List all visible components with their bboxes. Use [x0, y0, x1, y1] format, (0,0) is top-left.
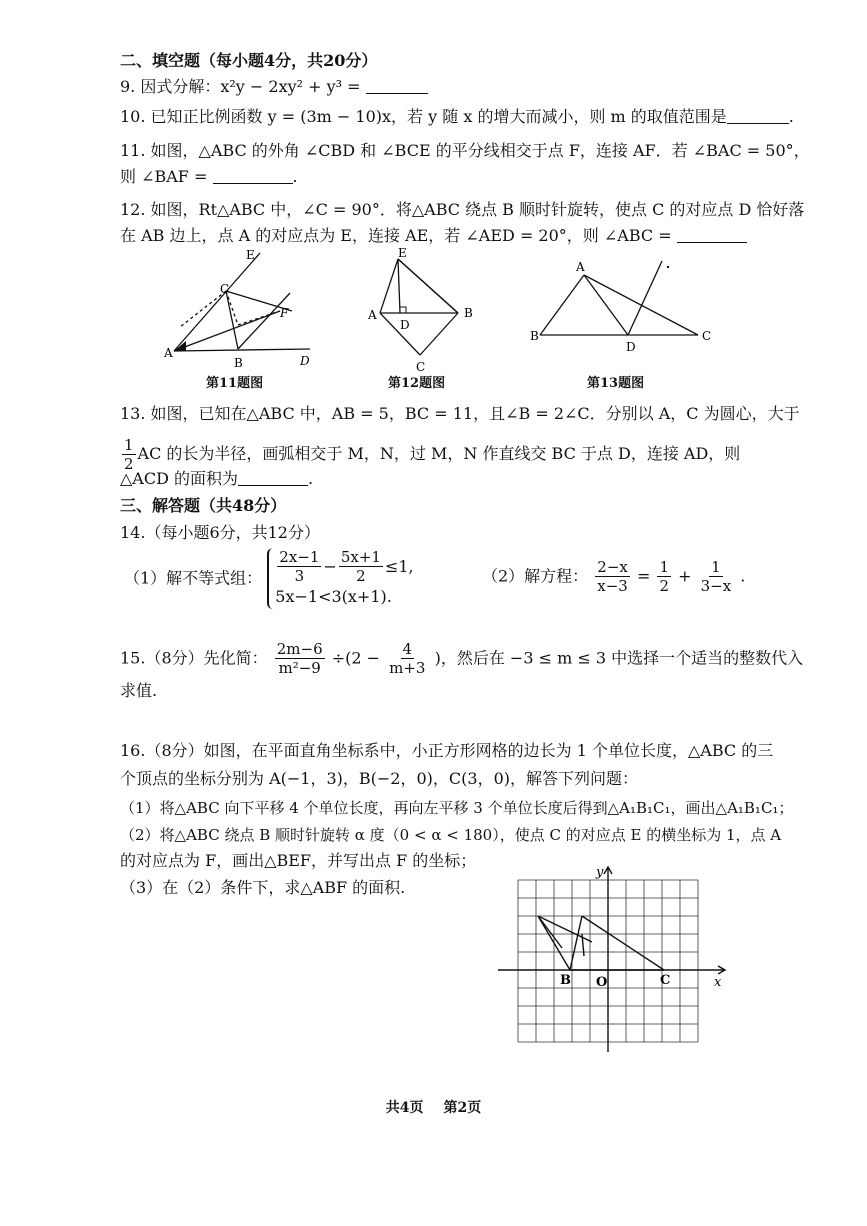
q15-num1: 2m−6 — [276, 640, 323, 658]
question-10 — [120, 106, 794, 128]
q14-1-system — [267, 548, 413, 609]
q14-2-num2: 1 — [659, 558, 669, 576]
q14-1-num1: 2x−1 — [279, 548, 320, 566]
fig11-label-b: B — [234, 356, 243, 370]
q15-den2: m+3 — [389, 659, 426, 677]
q14-1-label: （1）解不等式组： — [124, 568, 263, 588]
coordinate-grid — [496, 862, 732, 1054]
question-16-line2: 个顶点的坐标分别为 A(−1，3)，B(−2，0)，C(3，0)，解答下列问题： — [120, 769, 638, 788]
q15-mid: ÷(2 − — [331, 648, 381, 668]
q14-2-den3: 3−x — [700, 577, 732, 595]
q13-line3-text: △ACD 的面积为 — [120, 469, 239, 488]
q14-2-plus: + — [678, 566, 692, 586]
q11-line2-text: 则 ∠BAF = — [120, 167, 213, 186]
fig12-label-d: D — [400, 318, 410, 332]
grid-label-b: B — [560, 973, 571, 988]
q14-2-den2: 2 — [659, 577, 669, 595]
fig13-label-d: D — [626, 340, 636, 354]
question-11-line1: 11. 如图，△ABC 的外角 ∠CBD 和 ∠BCE 的平分线相交于点 F，连接 AF．若 ∠BAC = 50°， — [120, 141, 810, 160]
q14-2-label: （2）解方程： — [482, 566, 589, 586]
q15-den1: m²−9 — [278, 659, 321, 677]
axis-label-y: y — [596, 865, 604, 880]
fig11-label-e: E — [246, 248, 255, 262]
section3-heading: 三、解答题（共48分） — [120, 496, 287, 515]
q14-1-row1 — [275, 548, 413, 585]
question-16-line1: 16.（8分）如图，在平面直角坐标系中，小正方形网格的边长为 1 个单位长度，△ABC 的三 — [120, 741, 774, 760]
question-13-line1: 13. 如图，已知在△ABC 中，AB = 5，BC = 11，且∠B = 2∠C．分别以 A，C 为圆心，大于 — [120, 404, 800, 423]
q10-text: 10. 已知正比例函数 y = (3m − 10)x，若 y 随 x 的增大而减小，则 m 的取值范围是 — [120, 107, 727, 126]
q11-end: . — [292, 167, 298, 186]
q13-frac-den: 2 — [124, 455, 134, 473]
q10-end: . — [788, 107, 794, 126]
q14-1-op: − — [323, 556, 337, 576]
question-16-line4: （2）将△ABC 绕点 B 顺时针旋转 α 度（0 < α < 180），使点 C 的对应点 E 的横坐标为 1，点 A — [120, 826, 782, 844]
q15-label: 15.（8分）先化简： — [120, 648, 268, 668]
q13-line2-text: AC 的长为半径，画弧相交于 M，N，过 M，N 作直线交 BC 于点 D，连接 AD，则 — [137, 444, 741, 463]
fig11-label-f: F — [280, 306, 289, 320]
page-footer — [0, 1097, 867, 1117]
question-14-1 — [124, 548, 414, 609]
section2-heading: 二、填空题（每小题4分，共20分） — [120, 51, 378, 70]
q14-2-end: . — [740, 566, 746, 586]
q15-tail: )，然后在 −3 ≤ m ≤ 3 中选择一个适当的整数代入 — [434, 648, 804, 668]
answer-blank-11[interactable] — [213, 167, 293, 184]
grid-label-c: C — [660, 973, 671, 988]
question-12-line1: 12. 如图，Rt△ABC 中，∠C = 90°．将△ABC 绕点 B 顺时针旋转，使点 C 的对应点 D 恰好落 — [120, 200, 805, 219]
figure-16-grid — [496, 862, 732, 1054]
q12-line2-text: 在 AB 边上，点 A 的对应点为 E，连接 AE，若 ∠AED = 20°，则 ∠ABC = — [120, 226, 677, 245]
question-12-line2 — [120, 225, 747, 247]
answer-blank-10[interactable] — [727, 107, 789, 124]
figure-12-caption: 第12题图 — [388, 376, 446, 391]
figure-12 — [362, 245, 487, 375]
figure-11-caption: 第11题图 — [206, 376, 264, 391]
question-15 — [120, 640, 803, 677]
q15-num2: 4 — [402, 640, 413, 658]
fig11-label-d: D — [300, 354, 310, 368]
question-9 — [120, 76, 428, 98]
question-13-line3 — [120, 468, 313, 490]
question-15-line2: 求值. — [120, 681, 158, 700]
fig12-label-c: C — [416, 360, 426, 374]
figure-11 — [160, 245, 330, 375]
question-16-line3: （1）将△ABC 向下平移 4 个单位长度，再向左平移 3 个单位长度后得到△A₁B₁C₁，画出△A₁B₁C₁； — [120, 799, 794, 817]
question-14-head: 14.（每小题6分，共12分） — [120, 523, 320, 542]
q14-1-num2: 5x+1 — [340, 548, 381, 566]
fig11-label-c: C — [220, 282, 230, 296]
q14-2-num3: 1 — [711, 558, 721, 576]
question-16-line5: 的对应点为 F，画出△BEF，并写出点 F 的坐标； — [120, 851, 477, 870]
fig11-label-a: A — [164, 346, 173, 360]
q14-2-num1: 2−x — [597, 558, 628, 576]
q14-1-tail: ≤1, — [384, 556, 414, 576]
q13-end: . — [308, 469, 314, 488]
figure-13 — [528, 255, 728, 365]
fig12-label-e: E — [398, 246, 407, 260]
fig13-label-c: C — [702, 329, 712, 343]
fig12-label-b: B — [464, 306, 473, 320]
fig13-label-b: B — [530, 329, 539, 343]
q13-frac-num: 1 — [124, 436, 134, 454]
q9-text: 9. 因式分解：x²y − 2xy² + y³ = — [120, 77, 366, 96]
answer-blank-9[interactable] — [366, 77, 428, 94]
fig12-label-a: A — [368, 308, 377, 322]
question-11-line2 — [120, 166, 298, 188]
total-pages: 共4页 — [385, 1100, 424, 1116]
q14-1-row2: 5x−1<3(x+1). — [275, 587, 392, 606]
fig13-label-a: A — [576, 260, 585, 274]
answer-blank-12[interactable] — [677, 226, 747, 243]
answer-blank-13[interactable] — [238, 469, 308, 486]
page-number: 第2页 — [443, 1100, 482, 1116]
q14-2-eq: = — [636, 566, 651, 586]
q14-1-den2: 2 — [356, 567, 366, 585]
q14-1-den1: 3 — [294, 567, 305, 585]
q14-2-den1: x−3 — [597, 577, 628, 595]
question-14-2 — [482, 558, 745, 595]
grid-label-o: O — [596, 975, 608, 990]
axis-label-x: x — [714, 975, 722, 990]
figure-13-caption: 第13题图 — [587, 376, 645, 391]
question-16-line6: （3）在（2）条件下，求△ABF 的面积. — [120, 878, 406, 897]
